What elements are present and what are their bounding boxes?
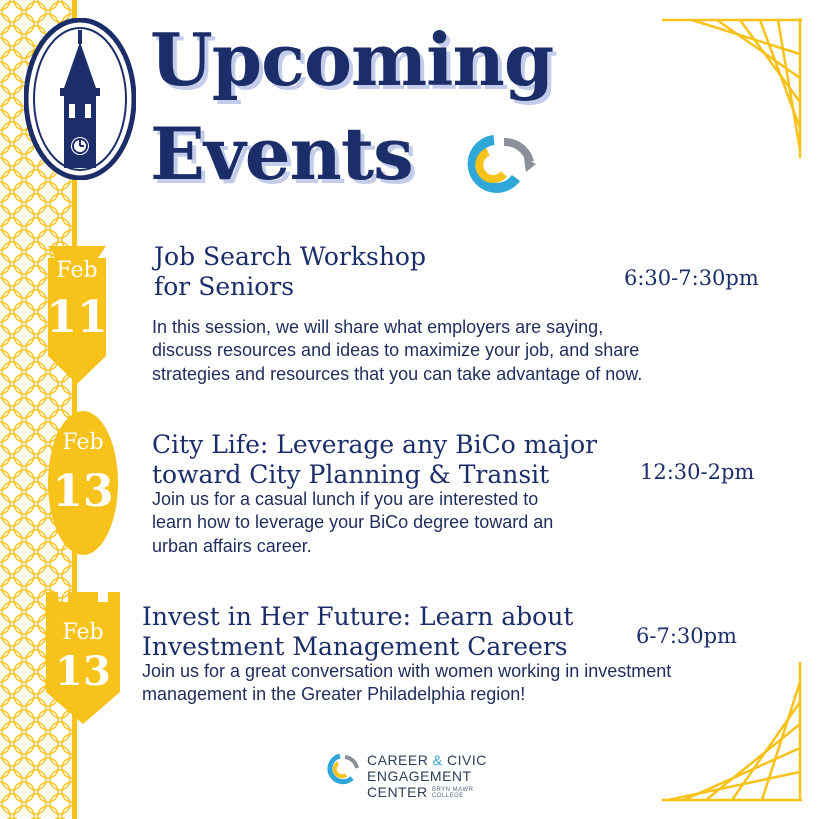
date-day: 11 [46,292,108,343]
date-day: 13 [52,466,114,517]
footer-college-line: COLLEGE [431,793,464,800]
footer-word: CENTER [367,784,428,801]
event-title-line2: Investment Management Careers [142,632,568,661]
event-title [152,430,597,490]
date-month: Feb [56,258,98,283]
footer-word: CIVIC [446,752,487,768]
event-title-line1: Invest in Her Future: Learn about [142,602,574,631]
date-month: Feb [62,430,104,455]
page-title-line2: Events [150,111,413,196]
cycle-logo-icon [326,752,360,786]
footer-word: ENGAGEMENT [367,768,472,785]
cycle-logo-icon [464,132,538,194]
date-banner [42,246,112,386]
event-title [142,602,573,662]
sunburst-rays-icon [662,18,802,158]
event-description-line: management in the Greater Philadelphia region! [142,684,526,705]
clock-tower-seal-icon [24,18,136,180]
event-description-line: In this session, we will share what employers are saying, [152,317,604,337]
event-description-line: Join us for a casual lunch if you are interested to [152,489,539,509]
footer-ampersand: & [432,752,443,768]
page-title-line1: Upcoming [150,17,554,102]
footer-college [432,787,474,799]
footer-organization-name [367,752,487,800]
event-title [154,242,426,302]
event-description-line: discuss resources and ideas to maximize your job, and share [152,340,640,361]
date-month: Feb [62,620,104,645]
event-description-line: learn how to leverage your BiCo degree toward an [152,512,554,533]
date-banner [46,592,116,726]
date-day: 13 [55,648,111,695]
event-time: 12:30-2pm [640,460,755,484]
event-description-line: Join us for a great conversation with women working in investment [142,661,672,681]
footer-word: CAREER [367,752,429,768]
event-description [152,488,752,558]
event-title-line1: City Life: Leverage any BiCo major [152,430,598,459]
event-description-line: strategies and resources that you can take advantage of now. [152,363,643,384]
footer-college-line: BRYN MAWR [431,787,474,794]
event-title-line2: toward City Planning & Transit [152,460,550,489]
event-time: 6-7:30pm [636,624,737,648]
event-description [152,316,752,386]
date-banner [48,410,118,556]
event-description [142,660,762,707]
event-time: 6:30-7:30pm [624,266,759,290]
event-title-line1: Job Search Workshop [154,242,426,271]
event-title-line2: for Seniors [154,272,295,301]
event-description-line: urban affairs career. [152,535,312,556]
